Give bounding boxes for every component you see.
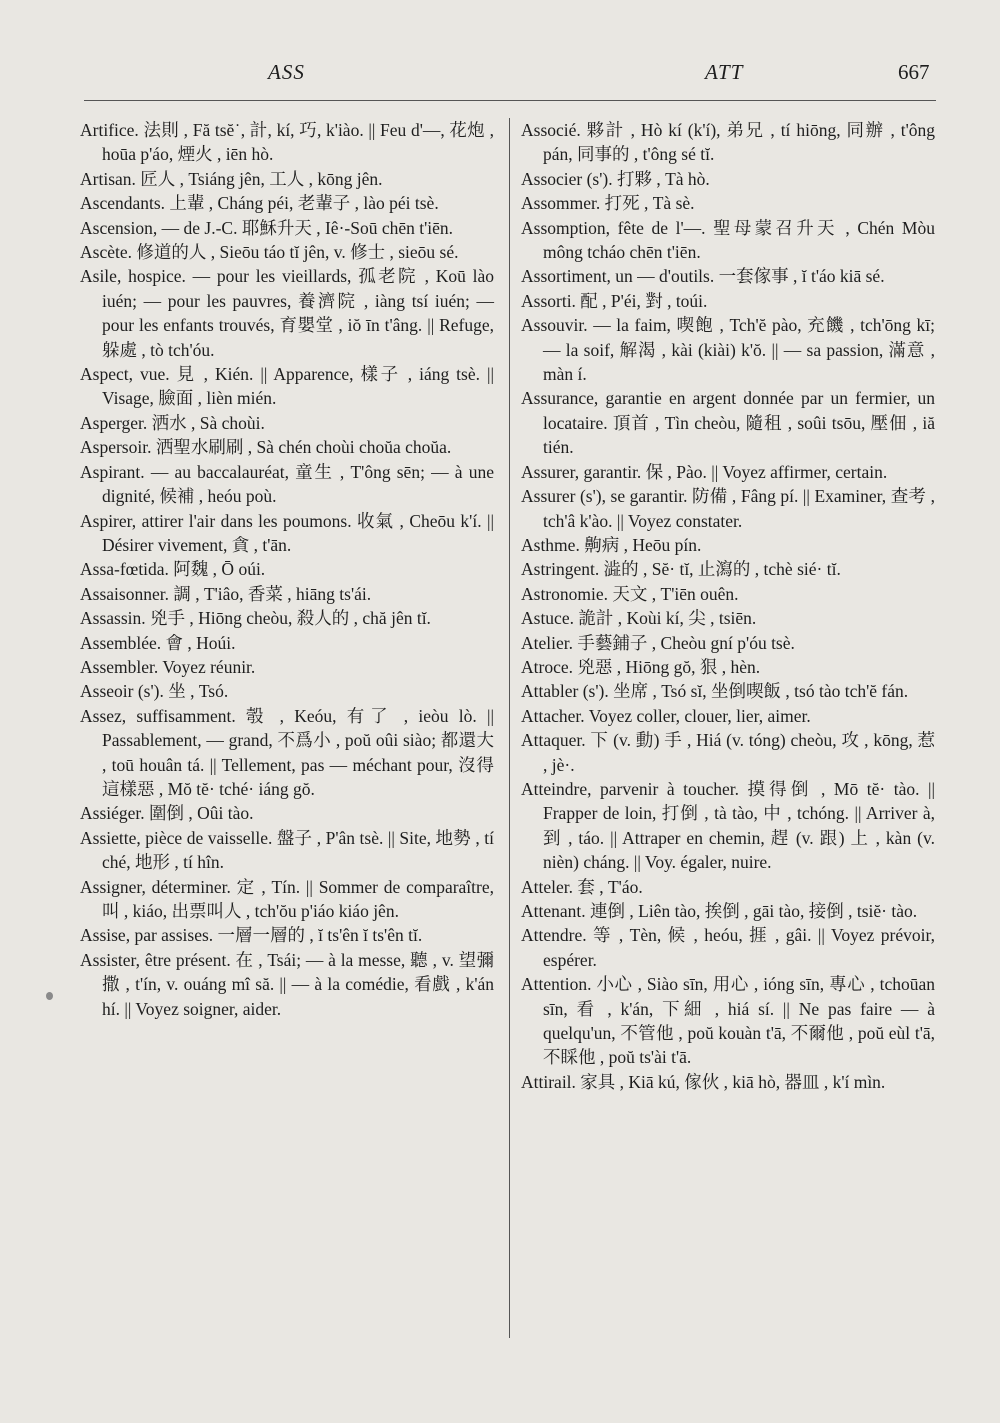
entry-astringent: Astringent. 澁的 , Sĕ· tĭ, 止瀉的 , tchè sié· tĭ. [521, 559, 841, 580]
column-divider [509, 118, 510, 1338]
entry-assurer-s: Assurer (s'), se garantir. 防備 , Fâng pí. || Examiner, 查考 , tch'â k'ào. || Voyez constater. [521, 486, 935, 531]
entry-assurer: Assurer, garantir. 保 , Pào. || Voyez affirmer, certain. [521, 461, 888, 482]
entry-assortiment: Assortiment, un — d'outils. 一套傢事 , ĭ t'áo kiā sé. [521, 266, 885, 287]
entry-assouvir: Assouvir. — la faim, 喫飽 , Tch'ĕ pào, 充饑 , tch'ōng kī; — la soif, 解渴 , kài (kiài) k'ŏ. || — sa passion, 滿意 , màn í. [521, 315, 935, 385]
entry-associer: Associer (s'). 打夥 , Tà hò. [521, 168, 710, 189]
page-header [0, 60, 1000, 90]
entry-asseoir: Asseoir (s'). 坐 , Tsó. [80, 681, 229, 702]
entry-assommer: Assommer. 打死 , Tà sè. [521, 193, 695, 214]
entry-attendre: Attendre. 等 , Tèn, 候 , heóu, 捱 , gâi. || Voyez prévoir, espérer. [521, 925, 935, 970]
entry-assiette: Assiette, pièce de vaisselle. 盤子 , P'ân tsè. || Site, 地勢 , tí ché, 地形 , tí hîn. [80, 827, 494, 873]
entry-assassin: Assassin. 兇手 , Hiōng cheòu, 殺人的 , chă jên tĭ. [80, 608, 431, 629]
entry-atteler: Atteler. 套 , T'áo. [521, 876, 643, 897]
entry-artifice: Artifice. 法則 , Fă tsĕ˙, 計, kí, 巧, k'iào. || Feu d'—, 花炮 , hoūa p'áo, 煙火 , iēn hò. [80, 120, 494, 165]
entry-aspirer: Aspirer, attirer l'air dans les poumons. 收氣 , Cheōu k'í. || Désirer vivement, 貪 , t'ān. [80, 510, 494, 555]
entry-aspect: Aspect, vue. 見 , Kién. || Apparence, 樣子 , iáng tsè. || Visage, 臉面 , lièn mién. [80, 364, 494, 409]
entry-assa-foetida: Assa-fœtida. 阿魏 , Ō oúi. [80, 559, 266, 580]
entry-asile: Asile, hospice. — pour les vieillards, 孤老院 , Koū lào iuén; — pour les pauvres, 養濟院 , iàng tsí iuén; — pour les enfants trouvés, 育嬰堂 , iŏ īn t'âng. || Refuge, 躲處 , tò tch'óu. [80, 266, 494, 360]
entry-asthme: Asthme. 齁病 , Heōu pín. [521, 534, 702, 555]
entry-assaisonner: Assaisonner. 調 , T'iâo, 香菜 , hiāng ts'ái. [80, 583, 372, 604]
entry-assigner: Assigner, déterminer. 定 , Tín. || Sommer de comparaître, 叫 , kiáo, 出票叫人 , tch'ŏu p'iáo kiáo jên. [80, 876, 494, 921]
right-column [521, 118, 935, 1094]
entry-aspirant: Aspirant. — au baccalauréat, 童生 , T'ông sēn; — à une dignité, 候補 , heóu poù. [80, 461, 494, 507]
entry-atelier: Atelier. 手藝鋪子 , Cheòu gní p'óu tsè. [521, 632, 795, 653]
paper-speck [46, 992, 53, 1000]
entry-attaquer: Attaquer. 下 (v. 動) 手 , Hiá (v. tóng) cheòu, 攻 , kōng, 惹 , jè·. [521, 730, 935, 775]
entry-attenant: Attenant. 連倒 , Liên tào, 挨倒 , gāi tào, 接倒 , tsiĕ· tào. [521, 901, 918, 921]
guide-word-left: ASS [268, 60, 305, 84]
left-column [80, 118, 494, 1021]
entry-assomption: Assomption, fête de l'—. 聖母蒙召升天 , Chén Mòu mông tcháo chēn t'iēn. [521, 217, 935, 263]
guide-word-right: ATT [705, 60, 744, 84]
entry-assister: Assister, être présent. 在 , Tsái; — à la messe, 聽 , v. 望彌撒 , t'ín, v. ouáng mî să. || — à la comédie, 看戲 , k'án hí. || Voyez soigner, aider. [80, 949, 494, 1019]
entry-ascendants: Ascendants. 上輩 , Cháng péi, 老輩子 , lào péi tsè. [80, 193, 439, 214]
entry-asperger: Asperger. 洒水 , Sà choùi. [80, 412, 265, 433]
entry-attirail: Attirail. 家具 , Kiā kú, 傢伙 , kiā hò, 器皿 , k'í mìn. [521, 1071, 886, 1092]
entry-assieger: Assiéger. 圍倒 , Oûi tào. [80, 803, 254, 824]
entry-associe: Associé. 夥計 , Hò kí (k'í), 弟兄 , tí hiōng, 同辦 , t'ông pán, 同事的 , t'ông sé tĭ. [521, 120, 935, 165]
entry-assorti: Assorti. 配 , P'éi, 對 , toúi. [521, 290, 708, 311]
page-number: 667 [898, 60, 930, 84]
entry-assez: Assez, suffisamment. 彀 , Keóu, 有了 , ieòu lò. || Passablement, — grand, 不爲小 , poŭ oûi siào; 都還大 , toū houân tá. || Tellement, pas — méchant pour, 沒得這樣惡 , Mŏ tĕ· tché· iáng gŏ. [80, 705, 494, 799]
entry-attention: Attention. 小心 , Siào sīn, 用心 , ióng sīn, 專心 , tchoūan sīn, 看 , k'án, 下細 , hiá sí. || Ne pas faire — à quelqu'un, 不管他 , poŭ kouàn t'ā, 不爾他 , poŭ eùl t'ā, 不睬他 , poŭ ts'ài t'ā. [521, 974, 935, 1068]
entry-atteindre: Atteindre, parvenir à toucher. 摸得倒 , Mō tĕ· tào. || Frapper de loin, 打倒 , tà tào, 中 , tchóng. || Arriver à, 到 , táo. || Attraper en chemin, 趕 (v. 跟) 上 , kàn (v. nièn) cháng. || Voy. égaler, nuire. [521, 778, 935, 873]
entry-ascete: Ascète. 修道的人 , Sieōu táo tĭ jên, v. 修士 , sieōu sé. [80, 242, 459, 263]
entry-assembler: Assembler. Voyez réunir. [80, 656, 256, 677]
entry-attabler: Attabler (s'). 坐席 , Tsó sĭ, 坐倒喫飯 , tsó tào tch'ĕ fán. [521, 681, 909, 702]
entry-assemblee: Assemblée. 會 , Hoúi. [80, 632, 236, 653]
entry-aspersoir: Aspersoir. 洒聖水刷刷 , Sà chén choùi choŭa choŭa. [80, 437, 452, 458]
header-rule [84, 100, 936, 101]
entry-assise: Assise, par assises. 一層一層的 , ĭ ts'ên ĭ ts'ên tĭ. [80, 925, 423, 946]
entry-attacher: Attacher. Voyez coller, clouer, lier, aimer. [521, 705, 811, 726]
entry-assurance: Assurance, garantie en argent donnée par un fermier, un locataire. 頂首 , Tìn cheòu, 隨租 , soûi tsōu, 壓佃 , iă tién. [521, 388, 935, 458]
entry-astuce: Astuce. 詭計 , Koùi kí, 尖 , tsiēn. [521, 608, 757, 629]
entry-artisan: Artisan. 匠人 , Tsiáng jên, 工人 , kōng jên. [80, 168, 383, 189]
entry-astronomie: Astronomie. 天文 , T'iēn ouên. [521, 583, 739, 604]
entry-atroce: Atroce. 兇惡 , Hiōng gŏ, 狠 , hèn. [521, 656, 761, 677]
entry-ascension: Ascension, — de J.-C. 耶穌升天 , Iê·-Soū chēn t'iēn. [80, 217, 454, 238]
